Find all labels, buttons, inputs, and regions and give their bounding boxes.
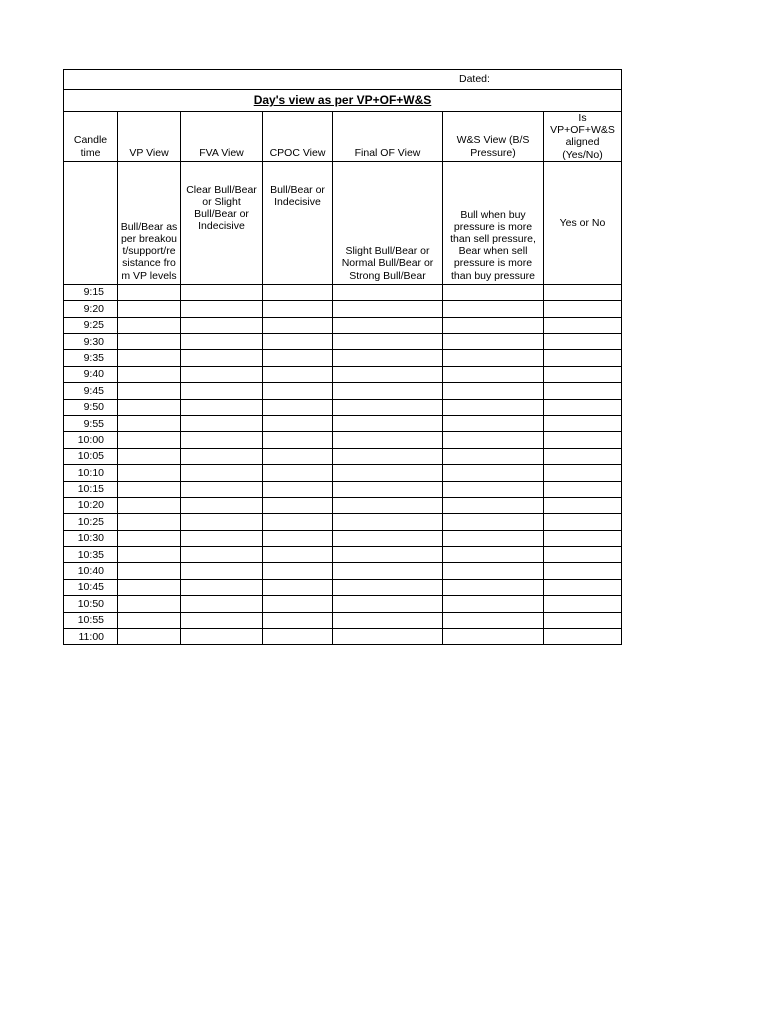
fva-view-cell[interactable] <box>181 366 263 382</box>
ws-view-cell[interactable] <box>443 579 544 595</box>
fva-view-cell[interactable] <box>181 284 263 300</box>
table-row <box>64 432 622 448</box>
fva-view-cell[interactable] <box>181 547 263 563</box>
final-of-view-cell[interactable] <box>333 350 443 366</box>
vp-view-cell[interactable] <box>118 383 181 399</box>
table-row <box>64 465 622 481</box>
ws-view-cell[interactable] <box>443 350 544 366</box>
ws-view-cell[interactable] <box>443 530 544 546</box>
candle-time-cell[interactable]: 10:45 <box>64 579 118 595</box>
cpoc-view-cell[interactable] <box>263 432 333 448</box>
final-of-view-cell[interactable] <box>333 366 443 382</box>
aligned-cell[interactable] <box>544 514 622 530</box>
aligned-cell[interactable] <box>544 383 622 399</box>
cpoc-view-cell[interactable] <box>263 415 333 431</box>
vp-view-cell[interactable] <box>118 317 181 333</box>
fva-view-cell[interactable] <box>181 448 263 464</box>
final-of-view-cell[interactable] <box>333 432 443 448</box>
sheet-title[interactable]: Day's view as per VP+OF+W&S <box>64 90 622 112</box>
vp-view-cell[interactable] <box>118 481 181 497</box>
candle-time-cell[interactable]: 10:55 <box>64 612 118 628</box>
vp-view-cell[interactable] <box>118 514 181 530</box>
vp-view-cell[interactable] <box>118 612 181 628</box>
aligned-cell[interactable] <box>544 465 622 481</box>
candle-time-cell[interactable]: 10:35 <box>64 547 118 563</box>
ws-view-cell[interactable] <box>443 596 544 612</box>
final-of-view-cell[interactable] <box>333 612 443 628</box>
table-row <box>64 514 622 530</box>
header-row <box>64 112 622 162</box>
candle-time-cell[interactable]: 9:45 <box>64 383 118 399</box>
table-row <box>64 530 622 546</box>
vp-view-cell[interactable] <box>118 301 181 317</box>
candle-time-cell[interactable]: 10:15 <box>64 481 118 497</box>
ws-view-cell[interactable] <box>443 333 544 349</box>
ws-view-cell[interactable] <box>443 366 544 382</box>
candle-time-cell[interactable]: 11:00 <box>64 629 118 645</box>
final-of-view-cell[interactable] <box>333 317 443 333</box>
ws-view-cell[interactable] <box>443 317 544 333</box>
fva-view-cell[interactable] <box>181 465 263 481</box>
final-of-view-cell[interactable] <box>333 383 443 399</box>
final-of-view-cell[interactable] <box>333 547 443 563</box>
candle-time-cell[interactable]: 9:20 <box>64 301 118 317</box>
final-of-view-cell[interactable] <box>333 514 443 530</box>
cpoc-view-cell[interactable] <box>263 317 333 333</box>
desc-vp-view[interactable]: Bull/Bear as per breakout/support/resistance from VP levels <box>118 161 181 284</box>
candle-time-cell[interactable]: 9:25 <box>64 317 118 333</box>
candle-time-cell[interactable]: 10:05 <box>64 448 118 464</box>
fva-view-cell[interactable] <box>181 383 263 399</box>
aligned-cell[interactable] <box>544 301 622 317</box>
desc-aligned[interactable]: Yes or No <box>544 161 622 284</box>
dated-cell[interactable] <box>64 70 622 90</box>
fva-view-cell[interactable] <box>181 432 263 448</box>
final-of-view-cell[interactable] <box>333 481 443 497</box>
aligned-cell[interactable] <box>544 399 622 415</box>
vp-view-cell[interactable] <box>118 530 181 546</box>
aligned-cell[interactable] <box>544 432 622 448</box>
ws-view-cell[interactable] <box>443 284 544 300</box>
fva-view-cell[interactable] <box>181 415 263 431</box>
fva-view-cell[interactable] <box>181 629 263 645</box>
candle-time-cell[interactable]: 10:40 <box>64 563 118 579</box>
header-fva-view[interactable]: FVA View <box>181 112 263 162</box>
candle-time-cell[interactable]: 10:10 <box>64 465 118 481</box>
aligned-cell[interactable] <box>544 366 622 382</box>
cpoc-view-cell[interactable] <box>263 481 333 497</box>
ws-view-cell[interactable] <box>443 448 544 464</box>
cpoc-view-cell[interactable] <box>263 579 333 595</box>
vp-view-cell[interactable] <box>118 448 181 464</box>
candle-time-cell[interactable]: 10:25 <box>64 514 118 530</box>
cpoc-view-cell[interactable] <box>263 399 333 415</box>
desc-fva-view[interactable]: Clear Bull/Bear or Slight Bull/Bear or Indecisive <box>181 161 263 284</box>
cpoc-view-cell[interactable] <box>263 366 333 382</box>
ws-view-cell[interactable] <box>443 465 544 481</box>
table-row <box>64 448 622 464</box>
description-row <box>64 161 622 284</box>
fva-view-cell[interactable] <box>181 497 263 513</box>
ws-view-cell[interactable] <box>443 547 544 563</box>
table-row <box>64 497 622 513</box>
ws-view-cell[interactable] <box>443 612 544 628</box>
dated-row <box>64 70 622 90</box>
table-row <box>64 284 622 300</box>
ws-view-cell[interactable] <box>443 383 544 399</box>
final-of-view-cell[interactable] <box>333 563 443 579</box>
desc-final-of-view[interactable]: Slight Bull/Bear or Normal Bull/Bear or Strong Bull/Bear <box>333 161 443 284</box>
candle-time-cell[interactable]: 9:50 <box>64 399 118 415</box>
cpoc-view-cell[interactable] <box>263 350 333 366</box>
fva-view-cell[interactable] <box>181 350 263 366</box>
day-view-table <box>63 69 622 645</box>
ws-view-cell[interactable] <box>443 399 544 415</box>
aligned-cell[interactable] <box>544 481 622 497</box>
final-of-view-cell[interactable] <box>333 596 443 612</box>
final-of-view-cell[interactable] <box>333 415 443 431</box>
table-row <box>64 350 622 366</box>
vp-view-cell[interactable] <box>118 284 181 300</box>
fva-view-cell[interactable] <box>181 563 263 579</box>
aligned-cell[interactable] <box>544 530 622 546</box>
table-row <box>64 399 622 415</box>
ws-view-cell[interactable] <box>443 563 544 579</box>
final-of-view-cell[interactable] <box>333 448 443 464</box>
title-row <box>64 90 622 112</box>
header-final-of-view[interactable]: Final OF View <box>333 112 443 162</box>
aligned-cell[interactable] <box>544 579 622 595</box>
table-row <box>64 612 622 628</box>
ws-view-cell[interactable] <box>443 481 544 497</box>
ws-view-cell[interactable] <box>443 514 544 530</box>
table-row <box>64 579 622 595</box>
final-of-view-cell[interactable] <box>333 530 443 546</box>
vp-view-cell[interactable] <box>118 596 181 612</box>
vp-view-cell[interactable] <box>118 497 181 513</box>
candle-time-cell[interactable]: 10:50 <box>64 596 118 612</box>
candle-time-cell[interactable]: 9:40 <box>64 366 118 382</box>
cpoc-view-cell[interactable] <box>263 284 333 300</box>
fva-view-cell[interactable] <box>181 612 263 628</box>
table-row <box>64 383 622 399</box>
table-row <box>64 629 622 645</box>
vp-view-cell[interactable] <box>118 399 181 415</box>
aligned-cell[interactable] <box>544 612 622 628</box>
aligned-cell[interactable] <box>544 497 622 513</box>
table-row <box>64 481 622 497</box>
aligned-cell[interactable] <box>544 350 622 366</box>
aligned-cell[interactable] <box>544 596 622 612</box>
header-cpoc-view[interactable]: CPOC View <box>263 112 333 162</box>
fva-view-cell[interactable] <box>181 333 263 349</box>
candle-time-cell[interactable]: 10:30 <box>64 530 118 546</box>
cpoc-view-cell[interactable] <box>263 448 333 464</box>
header-candle-time[interactable]: Candle time <box>64 112 118 162</box>
spreadsheet <box>63 69 622 645</box>
vp-view-cell[interactable] <box>118 465 181 481</box>
vp-view-cell[interactable] <box>118 350 181 366</box>
aligned-cell[interactable] <box>544 333 622 349</box>
aligned-cell[interactable] <box>544 448 622 464</box>
aligned-cell[interactable] <box>544 415 622 431</box>
aligned-cell[interactable] <box>544 317 622 333</box>
candle-time-cell[interactable]: 9:30 <box>64 333 118 349</box>
header-vp-view[interactable]: VP View <box>118 112 181 162</box>
cpoc-view-cell[interactable] <box>263 629 333 645</box>
table-row <box>64 366 622 382</box>
final-of-view-cell[interactable] <box>333 465 443 481</box>
final-of-view-cell[interactable] <box>333 629 443 645</box>
table-row <box>64 415 622 431</box>
desc-ws-view[interactable]: Bull when buy pressure is more than sell pressure, Bear when sell pressure is more than buy pressure <box>443 161 544 284</box>
candle-time-cell[interactable]: 9:15 <box>64 284 118 300</box>
fva-view-cell[interactable] <box>181 481 263 497</box>
cpoc-view-cell[interactable] <box>263 333 333 349</box>
final-of-view-cell[interactable] <box>333 333 443 349</box>
table-row <box>64 596 622 612</box>
candle-time-cell[interactable]: 9:35 <box>64 350 118 366</box>
cpoc-view-cell[interactable] <box>263 530 333 546</box>
desc-candle-time[interactable] <box>64 161 118 284</box>
table-row <box>64 301 622 317</box>
final-of-view-cell[interactable] <box>333 497 443 513</box>
fva-view-cell[interactable] <box>181 596 263 612</box>
cpoc-view-cell[interactable] <box>263 497 333 513</box>
ws-view-cell[interactable] <box>443 497 544 513</box>
fva-view-cell[interactable] <box>181 317 263 333</box>
vp-view-cell[interactable] <box>118 547 181 563</box>
header-ws-view[interactable]: W&S View (B/S Pressure) <box>443 112 544 162</box>
aligned-cell[interactable] <box>544 547 622 563</box>
cpoc-view-cell[interactable] <box>263 301 333 317</box>
vp-view-cell[interactable] <box>118 563 181 579</box>
vp-view-cell[interactable] <box>118 629 181 645</box>
aligned-cell[interactable] <box>544 284 622 300</box>
fva-view-cell[interactable] <box>181 579 263 595</box>
candle-time-cell[interactable]: 10:00 <box>64 432 118 448</box>
fva-view-cell[interactable] <box>181 530 263 546</box>
table-row <box>64 333 622 349</box>
fva-view-cell[interactable] <box>181 301 263 317</box>
desc-cpoc-view[interactable]: Bull/Bear or Indecisive <box>263 161 333 284</box>
candle-time-cell[interactable]: 10:20 <box>64 497 118 513</box>
ws-view-cell[interactable] <box>443 415 544 431</box>
fva-view-cell[interactable] <box>181 399 263 415</box>
ws-view-cell[interactable] <box>443 432 544 448</box>
cpoc-view-cell[interactable] <box>263 563 333 579</box>
cpoc-view-cell[interactable] <box>263 596 333 612</box>
final-of-view-cell[interactable] <box>333 301 443 317</box>
final-of-view-cell[interactable] <box>333 579 443 595</box>
aligned-cell[interactable] <box>544 563 622 579</box>
vp-view-cell[interactable] <box>118 333 181 349</box>
cpoc-view-cell[interactable] <box>263 465 333 481</box>
final-of-view-cell[interactable] <box>333 284 443 300</box>
fva-view-cell[interactable] <box>181 514 263 530</box>
table-row <box>64 317 622 333</box>
vp-view-cell[interactable] <box>118 366 181 382</box>
vp-view-cell[interactable] <box>118 415 181 431</box>
table-row <box>64 563 622 579</box>
vp-view-cell[interactable] <box>118 579 181 595</box>
cpoc-view-cell[interactable] <box>263 383 333 399</box>
header-aligned[interactable]: Is VP+OF+W&S aligned (Yes/No) <box>544 112 622 162</box>
candle-time-cell[interactable]: 9:55 <box>64 415 118 431</box>
table-row <box>64 547 622 563</box>
aligned-cell[interactable] <box>544 629 622 645</box>
cpoc-view-cell[interactable] <box>263 612 333 628</box>
vp-view-cell[interactable] <box>118 432 181 448</box>
cpoc-view-cell[interactable] <box>263 547 333 563</box>
dated-label: Dated: <box>459 73 490 86</box>
final-of-view-cell[interactable] <box>333 399 443 415</box>
ws-view-cell[interactable] <box>443 629 544 645</box>
cpoc-view-cell[interactable] <box>263 514 333 530</box>
ws-view-cell[interactable] <box>443 301 544 317</box>
